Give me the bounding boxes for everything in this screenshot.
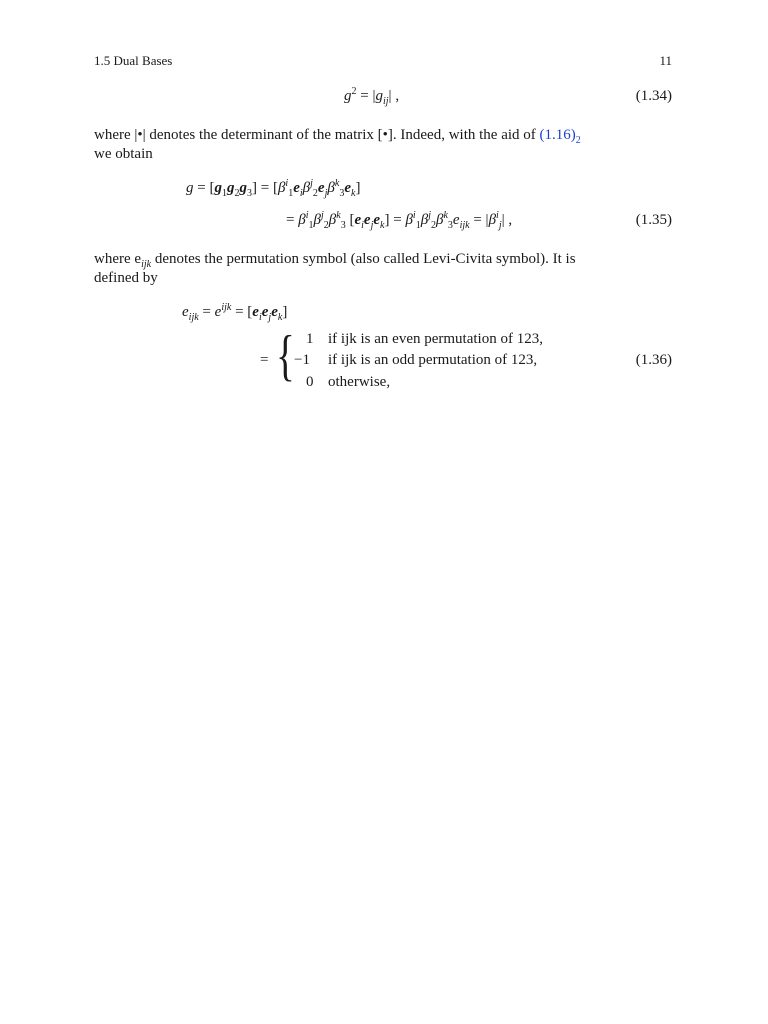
case-row-otherwise: 0 otherwise,: [306, 374, 391, 390]
equation-reference-link[interactable]: $(1.16)_2$: [539, 127, 581, 146]
equation-number-1-35: (1.35): [635, 212, 672, 228]
equation-1-35-line-1: $g = [g_1g_2g_3] = [\beta^i_1e_i\beta^j_2e_j\beta^k_3e_k]$: [186, 178, 361, 199]
paragraph-text: where |•| denotes the determinant of the matrix [•]. Indeed, with the aid of: [94, 127, 540, 143]
case-row-odd: −1 if ijk is an odd permutation of 123,: [294, 352, 538, 368]
equation-1-35-line-2: = $\beta^i_1\beta^j_2\beta^k_3$ $[e_ie_je_k] = \beta^i_1\beta^j_2\beta^k_3e_{ijk} = |\beta^i_j|$ ,: [286, 210, 513, 231]
equation-number-1-34: (1.34): [635, 88, 672, 104]
paragraph-text-2: we obtain: [94, 146, 153, 162]
equation-1-34: $g^2 = |g_{ij}|$ ,: [344, 86, 400, 107]
equation-number-1-36: (1.36): [635, 352, 672, 368]
paragraph-permutation-symbol: where $e_{ijk}$ denotes the permutation symbol (also called Levi-Civita symbol). It is defined by: [94, 251, 576, 286]
equation-1-36-definition: $e_{ijk} = e^{ijk} = [e_ie_je_k]$: [182, 302, 288, 323]
paragraph-determinant: [94, 126, 674, 164]
cases-brace: {: [276, 325, 295, 387]
running-header-page-number: 11: [659, 53, 672, 68]
equation-1-36-equals: =: [260, 352, 269, 368]
case-row-even: 1 if ijk is an even permutation of 123,: [306, 331, 543, 347]
running-header-section: 1.5 Dual Bases: [94, 53, 173, 68]
